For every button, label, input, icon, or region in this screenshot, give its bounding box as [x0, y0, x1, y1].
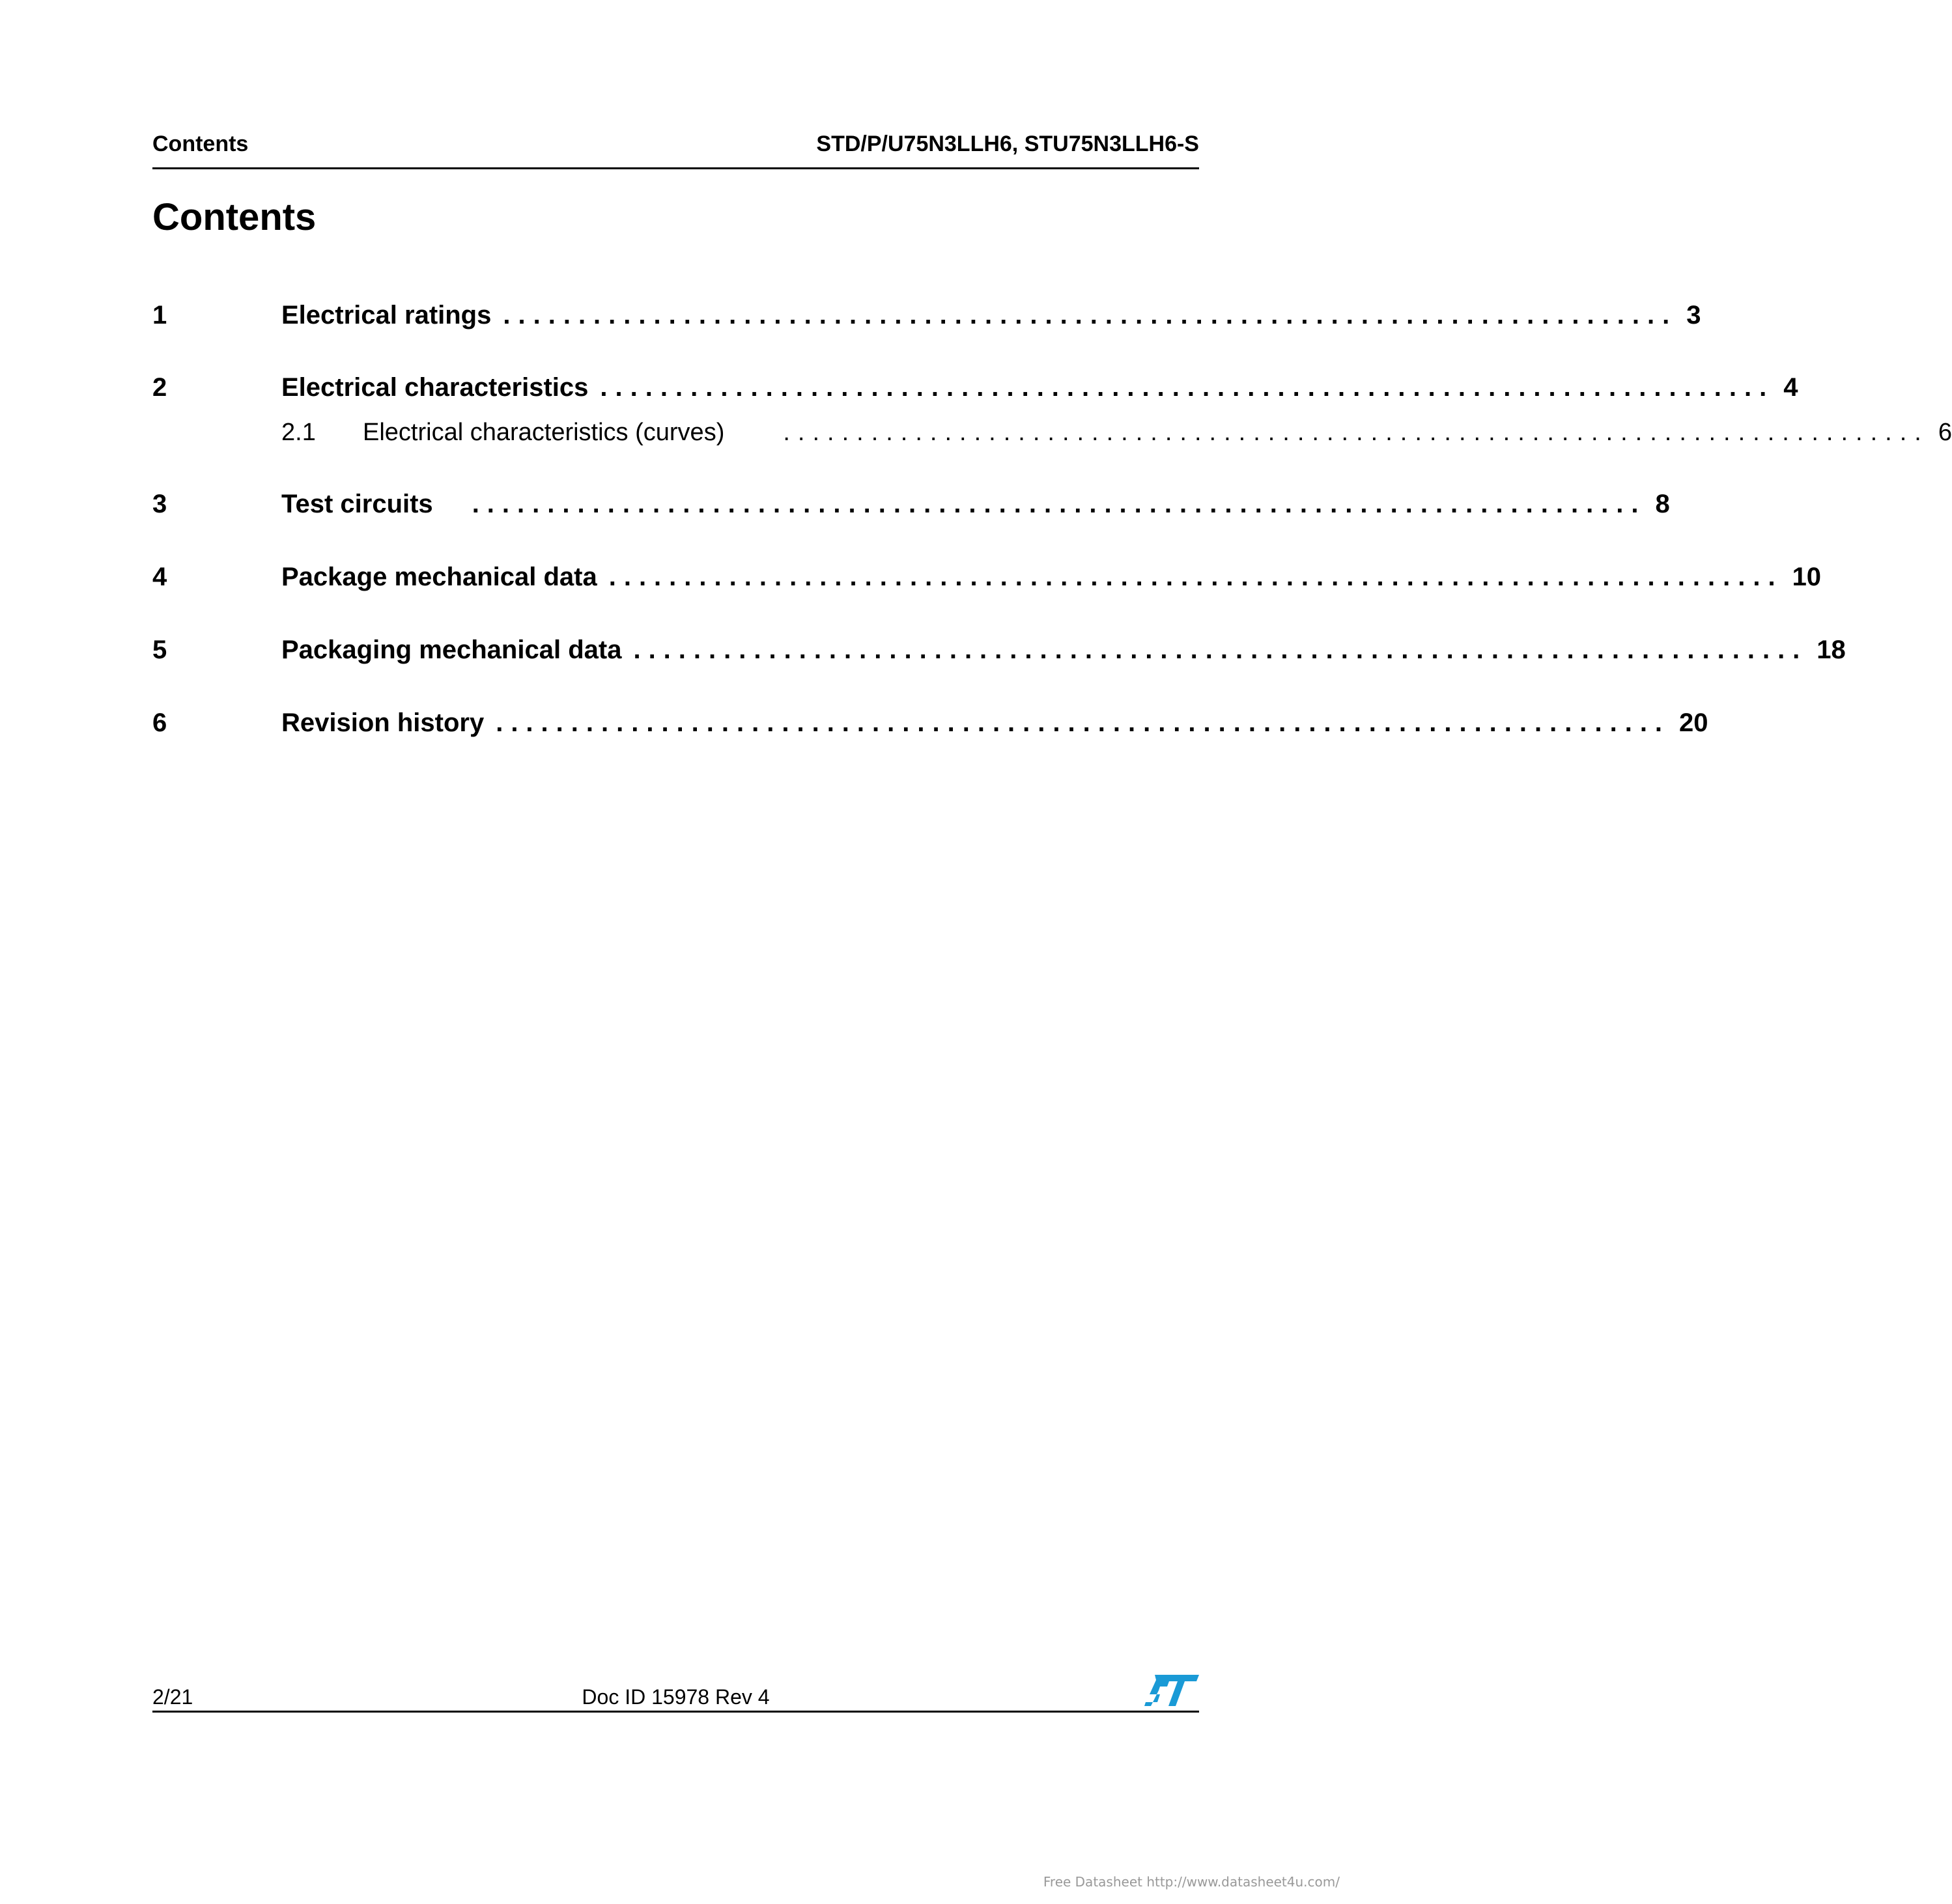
toc-entry-page: 20	[1679, 708, 1708, 737]
toc-entry-title: Electrical ratings	[281, 301, 492, 329]
footer-doc-id: Doc ID 15978 Rev 4	[582, 1685, 770, 1709]
toc-entry-title: Packaging mechanical data	[281, 636, 622, 664]
watermark-text: Free Datasheet http://www.datasheet4u.com/	[1043, 1874, 1340, 1890]
toc-dot-leader: ..............................................................................	[783, 419, 1929, 446]
page-header	[152, 130, 1199, 169]
toc-entry-title: Revision history	[281, 708, 485, 737]
toc-entry-revision-history[interactable]	[152, 708, 1708, 748]
toc-dot-leader: ..............................................................................	[608, 563, 1783, 591]
toc-entry-page: 3	[1686, 301, 1701, 329]
toc-dot-leader: ..............................................................................	[472, 490, 1647, 518]
toc-entry-page: 8	[1655, 490, 1670, 518]
toc-entry-test-circuits[interactable]	[152, 490, 1670, 529]
toc-entry-number: 5	[152, 636, 167, 664]
toc-dot-leader: ..............................................................................	[496, 708, 1671, 737]
toc-entry-page: 18	[1817, 636, 1846, 664]
toc-entry-page: 6	[1938, 419, 1952, 446]
header-product-label: STD/P/U75N3LLH6, STU75N3LLH6-S	[816, 132, 1199, 156]
toc-entry-electrical-characteristics-curves[interactable]	[152, 419, 1952, 458]
st-logo-icon	[1144, 1673, 1199, 1707]
toc-entry-number: 2.1	[281, 419, 316, 446]
toc-entry-packaging-mechanical-data[interactable]	[152, 636, 1846, 675]
toc-entry-page: 10	[1792, 563, 1822, 591]
toc-entry-title: Test circuits	[281, 490, 433, 518]
toc-dot-leader: ..............................................................................	[503, 301, 1678, 329]
page-footer	[152, 1673, 1199, 1713]
toc-entry-number: 3	[152, 490, 167, 518]
header-section-label: Contents	[152, 132, 249, 156]
toc-dot-leader: ..............................................................................	[600, 373, 1775, 402]
toc-entry-title: Package mechanical data	[281, 563, 597, 591]
toc-entry-number: 2	[152, 373, 167, 402]
footer-page-number: 2/21	[152, 1685, 193, 1709]
toc-entry-package-mechanical-data[interactable]	[152, 563, 1822, 602]
toc-entry-title: Electrical characteristics	[281, 373, 589, 402]
toc-dot-leader: ..............................................................................	[633, 636, 1808, 664]
toc-entry-number: 1	[152, 301, 167, 329]
toc-entry-number: 6	[152, 708, 167, 737]
toc-entry-number: 4	[152, 563, 167, 591]
page-title: Contents	[152, 196, 317, 238]
toc-entry-electrical-characteristics[interactable]	[152, 373, 1798, 412]
toc-entry-title: Electrical characteristics (curves)	[363, 419, 725, 446]
toc-entry-page: 4	[1783, 373, 1798, 402]
toc-entry-electrical-ratings[interactable]	[152, 301, 1701, 340]
